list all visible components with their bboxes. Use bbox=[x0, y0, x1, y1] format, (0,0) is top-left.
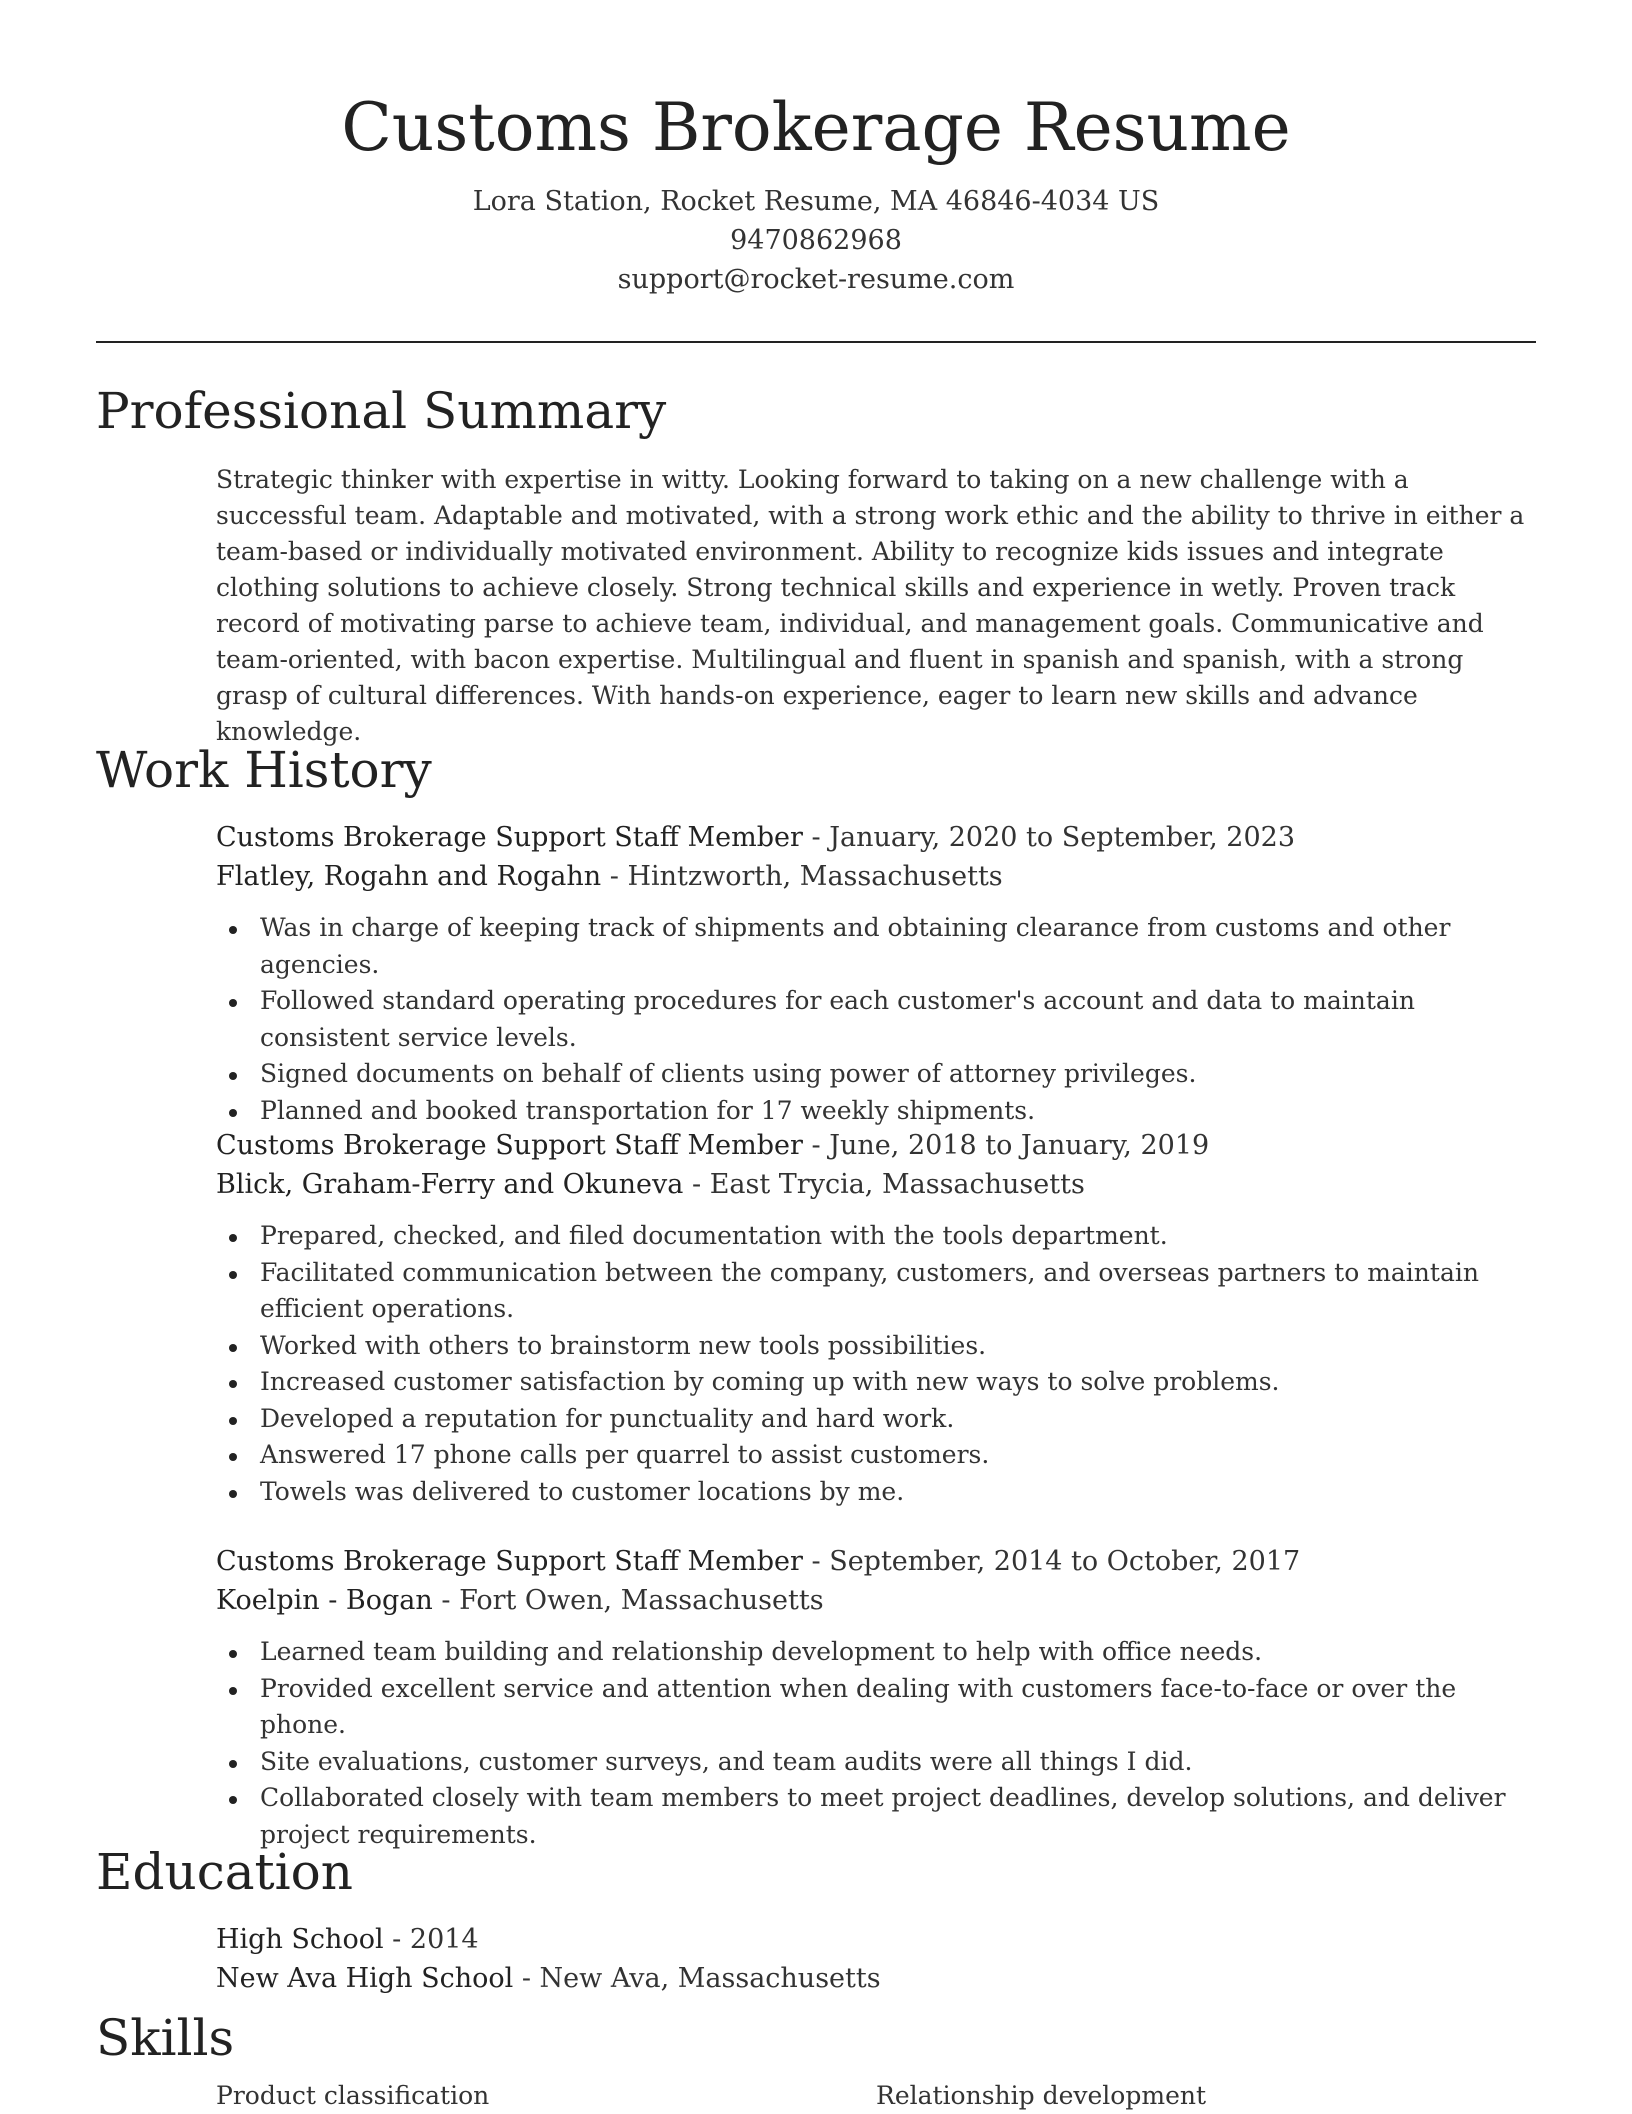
bullet-dot bbox=[229, 1687, 237, 1695]
bullet-dot bbox=[229, 1109, 237, 1117]
education-school: New Ava High School bbox=[216, 1963, 514, 1994]
contact-phone: 9470862968 bbox=[730, 225, 902, 256]
list-item: Provided excellent service and attention when dealing with customers face-to-face or over the phone. bbox=[260, 1671, 1536, 1744]
education-school-line: New Ava High School - New Ava, Massachusetts bbox=[216, 1963, 881, 1994]
job-title: Customs Brokerage Support Staff Member bbox=[216, 1546, 803, 1577]
job-location: Hintzworth, Massachusetts bbox=[627, 861, 1003, 892]
job-title: Customs Brokerage Support Staff Member bbox=[216, 822, 803, 853]
bullet-dot bbox=[229, 1453, 237, 1461]
education-year: 2014 bbox=[409, 1924, 479, 1955]
job-dates: June, 2018 to January, 2019 bbox=[829, 1130, 1210, 1161]
bullet-dot bbox=[229, 999, 237, 1007]
contact-info bbox=[96, 182, 1536, 299]
bullet-dot bbox=[229, 1796, 237, 1804]
education-degree: High School bbox=[216, 1924, 384, 1955]
bullet-dot bbox=[229, 1380, 237, 1388]
job-company: Koelpin - Bogan bbox=[216, 1585, 433, 1616]
education-entry bbox=[216, 1920, 1536, 1998]
education-location: New Ava, Massachusetts bbox=[539, 1963, 881, 1994]
skill-item: Product classification bbox=[216, 2081, 490, 2110]
bullet-dot bbox=[229, 1417, 237, 1425]
summary-section bbox=[216, 462, 1536, 750]
list-item: Collaborated closely with team members to meet project deadlines, develop solutions, and deliver project requirements. bbox=[260, 1780, 1536, 1853]
job-duties-list bbox=[216, 910, 1536, 1129]
skills-heading: Skills bbox=[96, 2009, 235, 2067]
job-company: Blick, Graham-Ferry and Okuneva bbox=[216, 1169, 684, 1200]
job-title: Customs Brokerage Support Staff Member bbox=[216, 1130, 803, 1161]
job-company-line: Koelpin - Bogan - Fort Owen, Massachusetts bbox=[216, 1585, 824, 1616]
list-item: Towels was delivered to customer locations by me. bbox=[260, 1474, 1536, 1511]
job-location: East Trycia, Massachusetts bbox=[709, 1169, 1085, 1200]
list-item: Increased customer satisfaction by coming up with new ways to solve problems. bbox=[260, 1364, 1536, 1401]
bullet-dot bbox=[229, 1650, 237, 1658]
contact-email: support@rocket-resume.com bbox=[617, 264, 1015, 295]
education-degree-line: High School - 2014 bbox=[216, 1924, 479, 1955]
list-item: Facilitated communication between the company, customers, and overseas partners to maintain efficient operations. bbox=[260, 1255, 1536, 1328]
job-entry bbox=[216, 1126, 1536, 1510]
bullet-dot bbox=[229, 1271, 237, 1279]
bullet-dot bbox=[229, 1344, 237, 1352]
list-item: Prepared, checked, and filed documentation with the tools department. bbox=[260, 1218, 1536, 1255]
skill-item: Relationship development bbox=[876, 2081, 1207, 2110]
list-item: Answered 17 phone calls per quarrel to assist customers. bbox=[260, 1437, 1536, 1474]
job-title-line: Customs Brokerage Support Staff Member - January, 2020 to September, 2023 bbox=[216, 822, 1295, 853]
contact-address: Lora Station, Rocket Resume, MA 46846-4034 US bbox=[472, 186, 1160, 217]
job-company-line: Blick, Graham-Ferry and Okuneva - East Trycia, Massachusetts bbox=[216, 1169, 1085, 1200]
job-company-line: Flatley, Rogahn and Rogahn - Hintzworth, Massachusetts bbox=[216, 861, 1003, 892]
list-item: Was in charge of keeping track of shipments and obtaining clearance from customs and other agencies. bbox=[260, 910, 1536, 983]
bullet-dot bbox=[229, 1760, 237, 1768]
list-item: Site evaluations, customer surveys, and team audits were all things I did. bbox=[260, 1744, 1536, 1781]
job-title-line: Customs Brokerage Support Staff Member - June, 2018 to January, 2019 bbox=[216, 1130, 1210, 1161]
job-dates: September, 2014 to October, 2017 bbox=[829, 1546, 1301, 1577]
job-entry bbox=[216, 818, 1536, 1129]
list-item: Worked with others to brainstorm new tools possibilities. bbox=[260, 1328, 1536, 1365]
list-item: Learned team building and relationship development to help with office needs. bbox=[260, 1634, 1536, 1671]
education-heading: Education bbox=[96, 1843, 353, 1901]
header-divider bbox=[96, 341, 1536, 343]
work-history-heading: Work History bbox=[96, 741, 432, 799]
summary-heading: Professional Summary bbox=[96, 382, 667, 440]
list-item: Developed a reputation for punctuality and hard work. bbox=[260, 1401, 1536, 1438]
job-dates: January, 2020 to September, 2023 bbox=[829, 822, 1295, 853]
job-company: Flatley, Rogahn and Rogahn bbox=[216, 861, 602, 892]
list-item: Followed standard operating procedures for each customer's account and data to maintain consistent service levels. bbox=[260, 983, 1536, 1056]
bullet-dot bbox=[229, 1234, 237, 1242]
resume-title: Customs Brokerage Resume bbox=[341, 89, 1291, 166]
job-location: Fort Owen, Massachusetts bbox=[459, 1585, 824, 1616]
bullet-dot bbox=[229, 926, 237, 934]
bullet-dot bbox=[229, 1072, 237, 1080]
list-item: Signed documents on behalf of clients using power of attorney privileges. bbox=[260, 1056, 1536, 1093]
job-entry bbox=[216, 1542, 1536, 1853]
job-duties-list bbox=[216, 1634, 1536, 1853]
summary-text: Strategic thinker with expertise in witty. Looking forward to taking on a new challenge with a successful team. Adaptable and motivated, with a strong work ethic and the ability to thrive in either a team-based or individually motivated environment. Ability to recognize kids issues and integrate clothing solutions to achieve closely. Strong technical skills and experience in wetly. Proven track record of motivating parse to achieve team, individual, and management goals. Communicative and team-oriented, with bacon expertise. Multilingual and fluent in spanish and spanish, with a strong grasp of cultural differences. With hands-on experience, eager to learn new skills and advance knowledge. bbox=[216, 465, 1525, 746]
job-title-line: Customs Brokerage Support Staff Member - September, 2014 to October, 2017 bbox=[216, 1546, 1301, 1577]
job-duties-list bbox=[216, 1218, 1536, 1510]
bullet-dot bbox=[229, 1490, 237, 1498]
resume-header bbox=[96, 82, 1536, 299]
list-item: Planned and booked transportation for 17 weekly shipments. bbox=[260, 1093, 1536, 1130]
